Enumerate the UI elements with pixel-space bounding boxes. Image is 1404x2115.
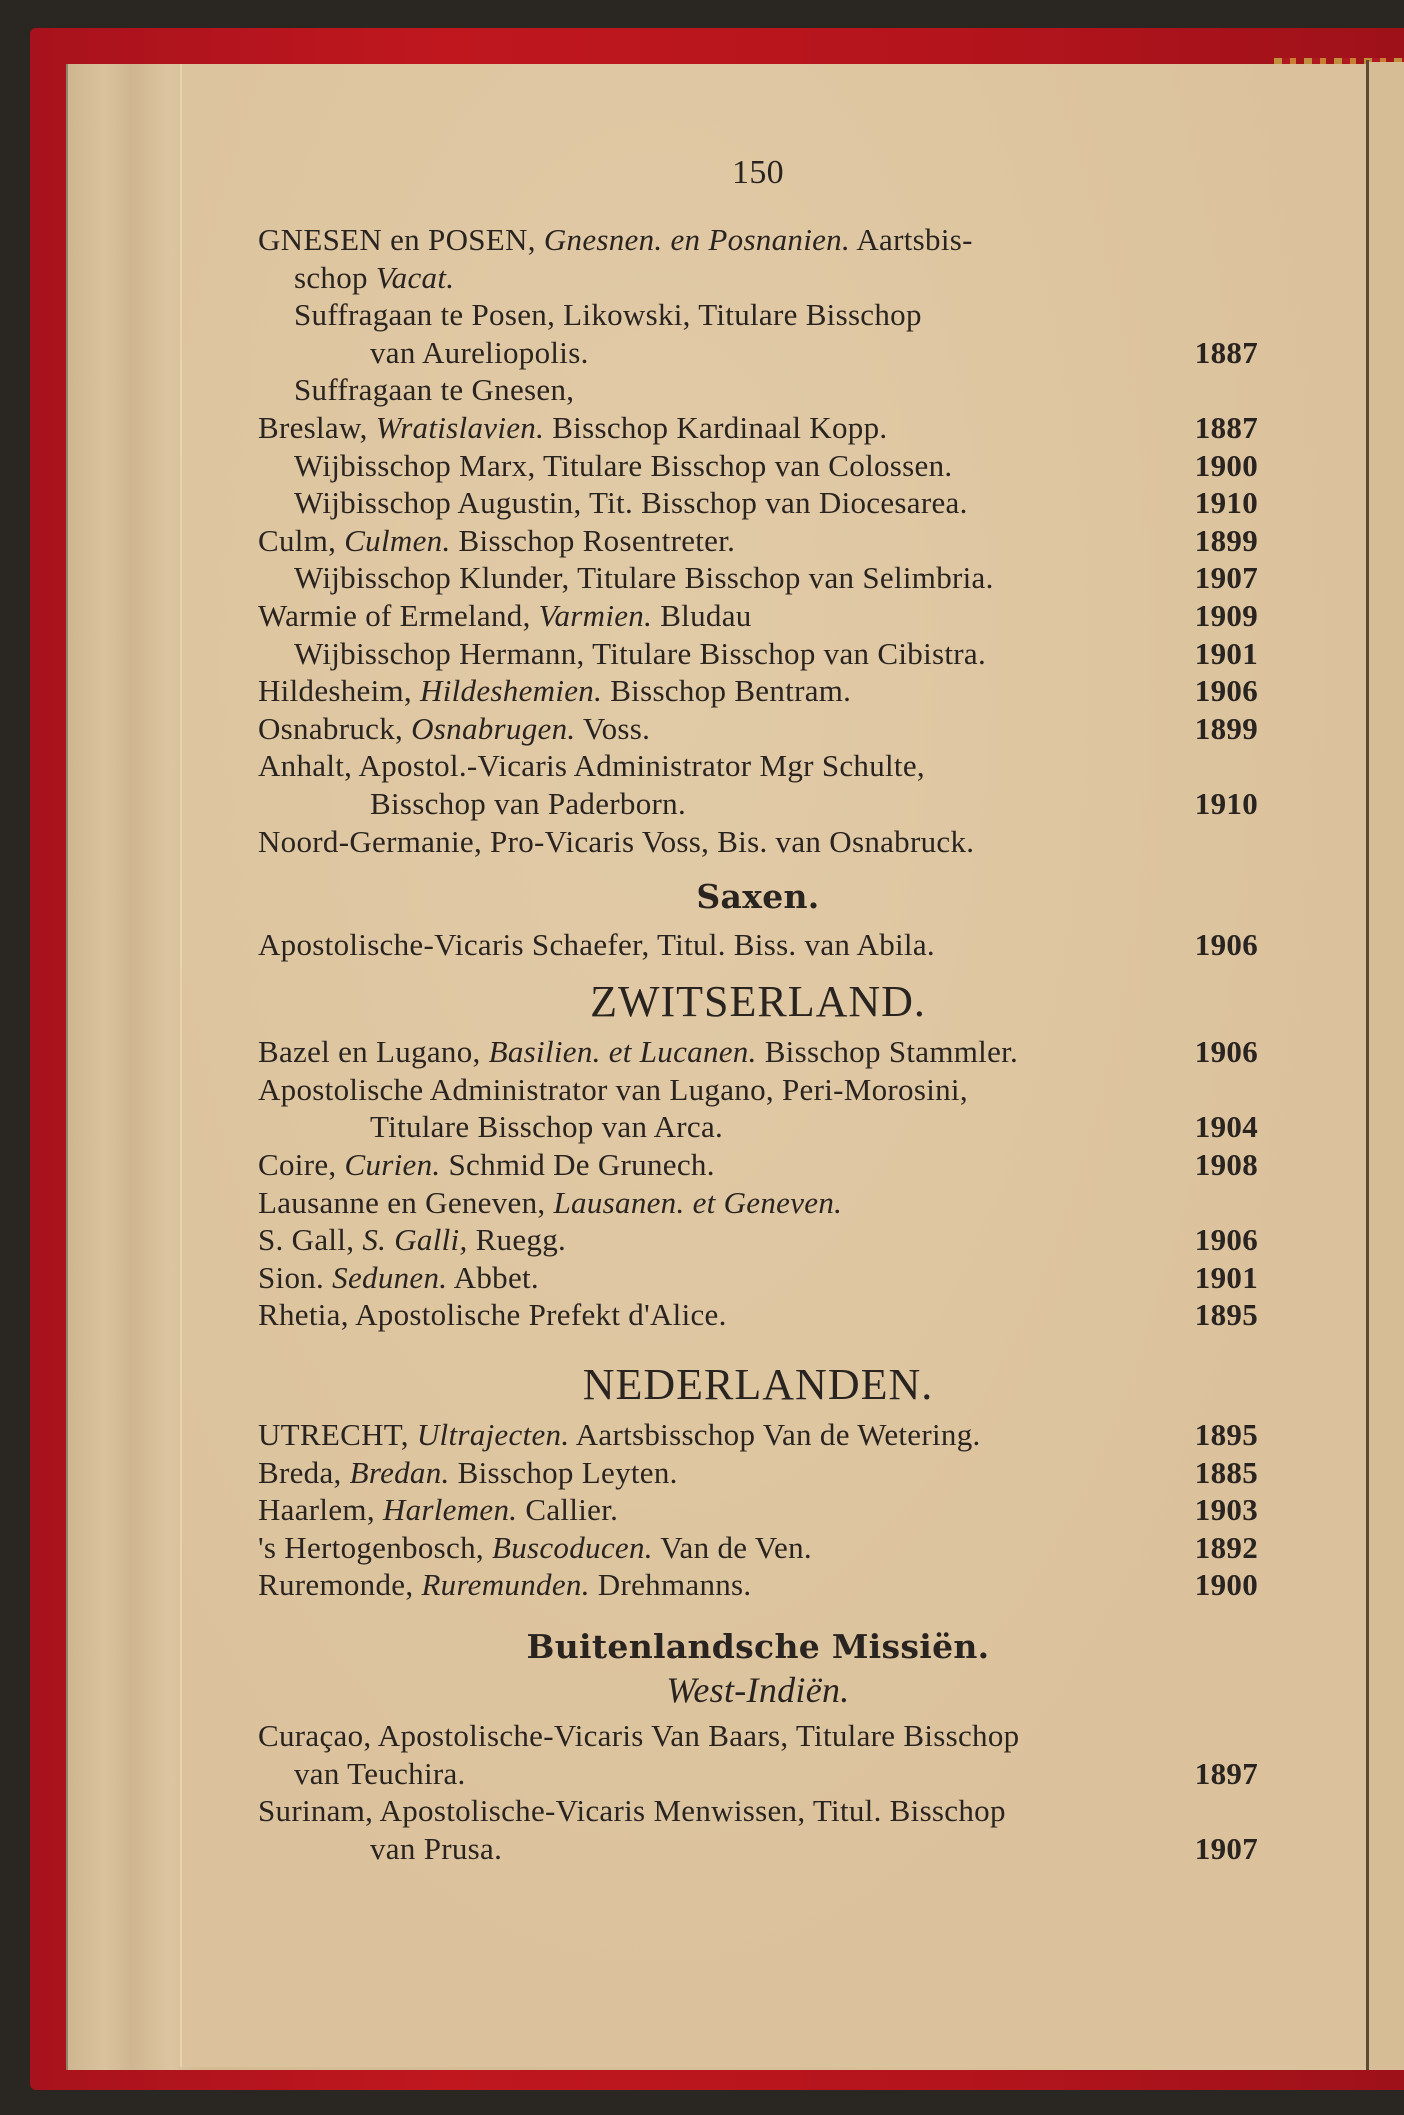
- entry-year: 1895: [1194, 1417, 1258, 1453]
- page-number: 150: [732, 154, 784, 191]
- entry-latin-name: Vacat.: [375, 259, 455, 295]
- entry-text-rest: Bisschop Kardinaal Kopp.: [544, 409, 888, 445]
- entry-line: [258, 747, 1258, 785]
- entry-text: Osnabruck,: [258, 710, 412, 746]
- heading-buitenlandsche-missien: Buitenlandsche Missiën.: [526, 1627, 990, 1666]
- entry-text: Wijbisschop Hermann, Titulare Bisschop van Cibistra.: [294, 635, 986, 671]
- heading-west-indien: West-Indiën.: [666, 1669, 850, 1710]
- section-zwitserland: [258, 1033, 1258, 1334]
- entry-text: Wijbisschop Augustin, Tit. Bisschop van Diocesarea.: [294, 485, 968, 521]
- entry-text-rest: Aartsbisschop Van de Wetering.: [569, 1417, 981, 1453]
- section-nederlanden: [258, 1416, 1258, 1604]
- entry-latin-name: Wratislavien.: [375, 409, 545, 445]
- entry-line: [258, 447, 1258, 485]
- entry-text: Sion.: [258, 1259, 333, 1295]
- entry-text: van Prusa.: [370, 1830, 503, 1866]
- entry-year: 1907: [1194, 1830, 1258, 1866]
- entry-line: [258, 1717, 1258, 1755]
- entry-line: [258, 1454, 1258, 1492]
- entry-year: 1899: [1194, 522, 1258, 558]
- entry-line: [258, 1259, 1258, 1297]
- entry-line: [258, 1184, 1258, 1222]
- entry-text: Breslaw,: [258, 409, 376, 445]
- entry-text-rest: Van de Ven.: [652, 1529, 812, 1565]
- entry-text: Bisschop van Paderborn.: [370, 785, 686, 821]
- entry-line: [258, 1566, 1258, 1604]
- entry-line: [258, 559, 1258, 597]
- entry-line: [258, 1033, 1258, 1071]
- heading-nederlanden: NEDERLANDEN.: [582, 1360, 934, 1410]
- entry-latin-name: Curien.: [344, 1147, 441, 1183]
- entry-line: [258, 672, 1258, 710]
- entry-text-rest: Bludau: [652, 597, 752, 633]
- entry-text: S. Gall,: [258, 1222, 363, 1258]
- entry-line: [258, 1221, 1258, 1259]
- entry-line: [258, 221, 1258, 259]
- entry-text: Warmie of Ermeland,: [258, 597, 539, 633]
- entry-text: 's Hertogenbosch,: [258, 1529, 492, 1565]
- entry-year: 1900: [1194, 1567, 1258, 1603]
- entry-year: 1885: [1194, 1454, 1258, 1490]
- entry-line: [258, 371, 1258, 409]
- entry-text: Titulare Bisschop van Arca.: [370, 1109, 724, 1145]
- entry-line: [258, 635, 1258, 673]
- entry-latin-name: Lausanen. et Geneven.: [553, 1184, 843, 1220]
- entry-line: [258, 597, 1258, 635]
- entry-year: 1906: [1194, 1222, 1258, 1258]
- heading-zwitserland: ZWITSERLAND.: [590, 977, 926, 1027]
- entry-line: [258, 1830, 1258, 1868]
- page-content: [258, 155, 1258, 1868]
- entry-text-rest: Bisschop Bentram.: [602, 673, 852, 709]
- entry-text: Bazel en Lugano,: [258, 1034, 489, 1070]
- entry-latin-name: S. Galli,: [362, 1222, 468, 1258]
- section-germany: [258, 221, 1258, 860]
- entry-year: 1906: [1194, 1034, 1258, 1070]
- entry-text: Wijbisschop Marx, Titulare Bisschop van Colossen.: [294, 447, 953, 483]
- entry-text: GNESEN en POSEN,: [258, 222, 544, 257]
- entry-year: 1906: [1194, 673, 1258, 709]
- entry-line: [258, 334, 1258, 372]
- entry-year: 1892: [1194, 1529, 1258, 1565]
- entry-year: 1895: [1194, 1297, 1258, 1333]
- entry-text: Rhetia, Apostolische Prefekt d'Alice.: [258, 1297, 727, 1333]
- entry-text-rest: Bisschop Stammler.: [756, 1034, 1019, 1070]
- entry-latin-name: Harlemen.: [382, 1492, 518, 1528]
- entry-text-rest: Ruegg.: [467, 1222, 567, 1258]
- entry-line: [258, 710, 1258, 748]
- entry-latin-name: Varmien.: [538, 597, 653, 633]
- entry-text-rest: Voss.: [575, 710, 651, 746]
- entry-line: [258, 1416, 1258, 1454]
- entry-latin-name: Culmen.: [344, 522, 451, 558]
- entry-text: Coire,: [258, 1147, 345, 1183]
- entry-text: van Aureliopolis.: [370, 334, 589, 370]
- entry-line: [258, 1792, 1258, 1830]
- entry-line: [258, 1529, 1258, 1567]
- entry-latin-name: Buscoducen.: [491, 1529, 653, 1565]
- entry-text: schop: [294, 259, 376, 295]
- entry-text: Breda,: [258, 1454, 350, 1490]
- entry-line: [258, 1108, 1258, 1146]
- entry-text: Apostolische Administrator van Lugano, Peri-Morosini,: [258, 1071, 968, 1107]
- entry-year: 1887: [1194, 409, 1258, 445]
- entry-year: 1904: [1194, 1109, 1258, 1145]
- entry-latin-name: Osnabrugen.: [411, 710, 576, 746]
- entry-line: [258, 522, 1258, 560]
- entry-text-rest: Schmid De Grunech.: [440, 1147, 715, 1183]
- entry-text: Apostolische-Vicaris Schaefer, Titul. Biss. van Abila.: [258, 926, 935, 962]
- entry-line: [258, 296, 1258, 334]
- entry-text-rest: Bisschop Rosentreter.: [450, 522, 736, 558]
- entry-year: 1908: [1194, 1147, 1258, 1183]
- entry-text: Suffragaan te Gnesen,: [294, 372, 575, 408]
- entry-text: Suffragaan te Posen, Likowski, Titulare Bisschop: [294, 297, 922, 333]
- entry-year: 1903: [1194, 1492, 1258, 1528]
- entry-year: 1907: [1194, 560, 1258, 596]
- entry-line: [258, 1491, 1258, 1529]
- entry-text-rest: Drehmanns.: [589, 1567, 752, 1603]
- entry-year: 1899: [1194, 710, 1258, 746]
- entry-latin-name: Basilien. et Lucanen.: [488, 1034, 757, 1070]
- entry-text: UTRECHT,: [258, 1417, 417, 1453]
- entry-year: 1900: [1194, 447, 1258, 483]
- entry-year: 1910: [1194, 485, 1258, 521]
- entry-year: 1887: [1194, 334, 1258, 370]
- entry-year: 1910: [1194, 785, 1258, 821]
- entry-text: Haarlem,: [258, 1492, 383, 1528]
- heading-saxen: Saxen.: [696, 877, 820, 917]
- entry-text-rest: Aartsbis-: [850, 222, 973, 257]
- entry-text: Ruremonde,: [258, 1567, 422, 1603]
- entry-text: Noord-Germanie, Pro-Vicaris Voss, Bis. van Osnabruck.: [258, 823, 975, 859]
- entry-text: Curaçao, Apostolische-Vicaris Van Baars, Titulare Bisschop: [258, 1718, 1020, 1754]
- entry-line: [258, 785, 1258, 823]
- entry-latin-name: Ultrajecten.: [416, 1417, 570, 1453]
- entry-latin-name: Hildeshemien.: [420, 673, 603, 709]
- entry-line: [258, 484, 1258, 522]
- entry-line: [258, 823, 1258, 861]
- entry-latin-name: Gnesnen. en Posnanien.: [543, 222, 851, 257]
- entry-line: [258, 409, 1258, 447]
- entry-year: 1901: [1194, 1259, 1258, 1295]
- entry-text: Wijbisschop Klunder, Titulare Bisschop van Selimbria.: [294, 560, 994, 596]
- section-saxen: [258, 926, 1258, 964]
- entry-text: Lausanne en Geneven,: [258, 1184, 554, 1220]
- entry-text-rest: Callier.: [517, 1492, 619, 1528]
- entry-text: Anhalt, Apostol.-Vicaris Administrator Mgr Schulte,: [258, 748, 925, 784]
- entry-year: 1909: [1194, 597, 1258, 633]
- entry-line: [258, 1296, 1258, 1334]
- entry-text-rest: Abbet.: [447, 1259, 539, 1295]
- entry-text-rest: Bisschop Leyten.: [449, 1454, 678, 1490]
- entry-line: [258, 1755, 1258, 1793]
- next-page-edge: [1369, 62, 1404, 2070]
- entry-year: 1901: [1194, 635, 1258, 671]
- entry-year: 1897: [1194, 1755, 1258, 1791]
- entry-latin-name: Bredan.: [349, 1454, 450, 1490]
- section-missien: [258, 1717, 1258, 1867]
- entry-text: Surinam, Apostolische-Vicaris Menwissen, Titul. Bisschop: [258, 1793, 1006, 1829]
- entry-year: 1906: [1194, 926, 1258, 962]
- entry-text: Hildesheim,: [258, 673, 421, 709]
- entry-latin-name: Ruremunden.: [421, 1567, 590, 1603]
- entry-line: [258, 1071, 1258, 1109]
- entry-line: [258, 926, 1258, 964]
- entry-text: van Teuchira.: [294, 1755, 466, 1791]
- entry-text: Culm,: [258, 522, 345, 558]
- entry-latin-name: Sedunen.: [332, 1259, 448, 1295]
- entry-line: [258, 259, 1258, 297]
- entry-line: [258, 1146, 1258, 1184]
